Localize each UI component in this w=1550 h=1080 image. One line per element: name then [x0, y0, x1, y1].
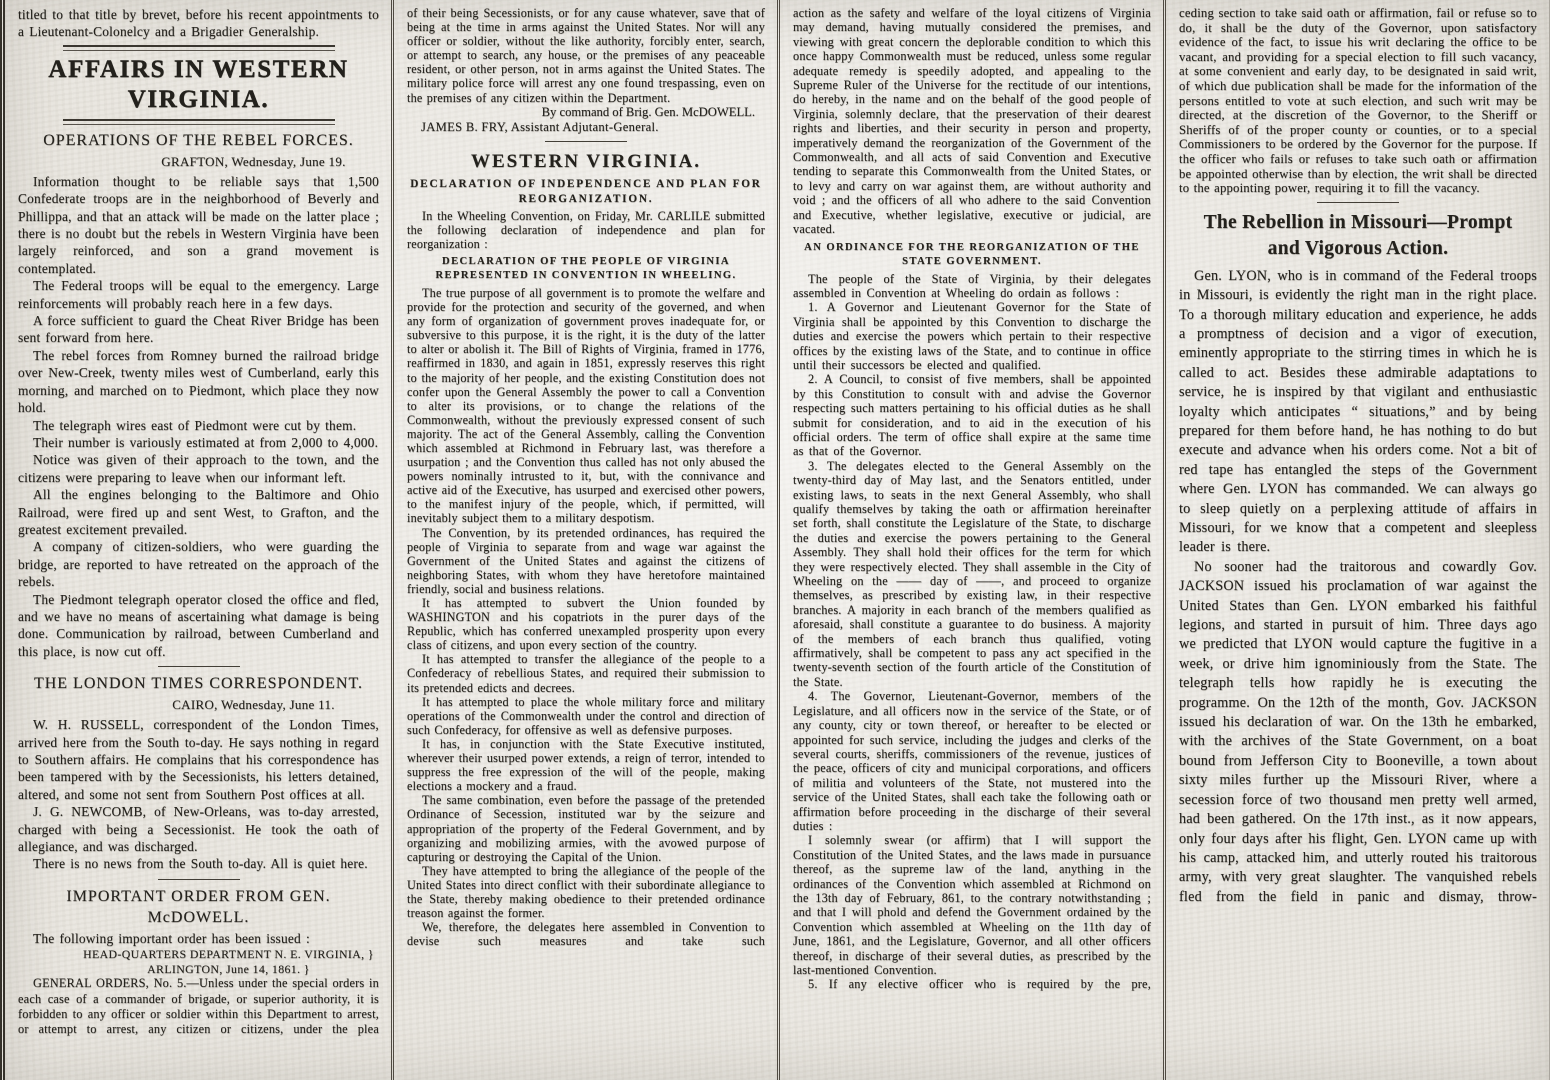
body-paragraph: It has attempted to transfer the allegiance of the people to a Confederacy of rebellious States, and required their submission to its pretended edicts and decrees.	[407, 652, 765, 695]
body-paragraph: 3. The delegates elected to the General Assembly on the twenty-third day of May last, and the Senators entitled, under existing laws, to seats in the next General Assembly, who shall qualify themselves by taking the oath or affirmation hereinafter set forth, shall constitute the Legislature of the State, to discharge the duties and exercise the powers pertaining to the General Assembly. They shall hold their offices for the term for which they were respectively elected. They shall assemble in the City of Wheeling on the —— day of ——, and proceed to organize themselves, as prescribed by existing law, in their respective branches. A majority in each branch of the members qualified as aforesaid, shall constitute a guarantee to do business. A majority of the members of each branch thus qualified, voting affirmatively, shall be competent to pass any act specified in the twenty-seventh section of the fourth article of the Constitution of the State.	[793, 458, 1151, 689]
body-paragraph: In the Wheeling Convention, on Friday, Mr. CARLILE submitted the following declaration of independence and plan for reorganization :	[407, 208, 765, 251]
body-paragraph: It has, in conjunction with the State Executive instituted, wherever their usurped power extends, a reign of terror, intended to suppress the free expression of the will of the people, making elections a mockery and a fraud.	[407, 736, 765, 794]
article-subhead: OPERATIONS OF THE REBEL FORCES.	[43, 131, 354, 149]
divider-rule	[158, 879, 240, 880]
adjutant-signature: JAMES B. FRY, Assistant Adjutant-General.	[421, 119, 659, 134]
body-paragraph: The people of the State of Virginia, by their delegates assembled in Convention at Wheeling do ordain as follows :	[793, 271, 1151, 300]
article-subhead: THE LONDON TIMES CORRESPONDENT.	[33, 675, 364, 693]
body-paragraph: 1. A Governor and Lieutenant Governor for the State of Virginia shall be appointed by this Convention to discharge the duties and exercise the powers which pertain to their respective offices by the existing laws of the State, and to continue in office until their successors be elected and qualified.	[793, 300, 1151, 372]
divider-rule	[545, 141, 627, 142]
main-headline: AFFAIRS IN WESTERN VIRGINIA.	[48, 55, 349, 113]
body-paragraph: It has attempted to subvert the Union founded by WASHINGTON and his copatriots in the purer days of the Republic, which has conferred unexampled prosperity upon every class of citizens, and upon every section of the country.	[407, 596, 765, 653]
divider-rule	[158, 666, 240, 667]
body-paragraph: Information thought to be reliable says that 1,500 Confederate troops are in the neighborhood of Beverly and Phillippa, and that an attack will be made on the latter place ; there is no doubt but the rebels in Western Virginia have been largely reinforced, and son a grand movement is contemplated.	[18, 173, 379, 276]
body-paragraph: The Federal troops will be equal to the emergency. Large reinforcements will probably reach here in a few days.	[18, 278, 379, 311]
continuation-paragraph: ceding section to take said oath or affirmation, fail or refuse so to do, it shall be the duty of the Governor, upon satisfactory evidence of the fact, to issue his writ declaring the office to be vacant, and providing for a special election to fill such vacancy, at some convenient and early day, to be designated in said writ, of which due publication shall be made for the information of the persons entitled to vote at such election, and such writ may be directed, at the discretion of the Governor, to the Sheriff or Sheriffs of of the proper county or counties, or to a special Commissioners to be ordered by the Governor for the purpose. If the officer who fails or refuses to take such oath or affirmation be appointed otherwise than by election, the writ shall be directed to the appointing power, requiring it to fill the vacancy.	[1179, 6, 1537, 196]
body-paragraph: No sooner had the traitorous and cowardly Gov. JACKSON issued his proclamation of war against the United States than Gen. LYON embarked his faithful legions, and started in pursuit of him. Three days ago we predicted that LYON would capture the fugitive in a week, or drive him ignominiously from the State. The telegraph tells how rapidly he is executing the programme. On the 12th of the month, Gov. JACKSON issued his declaration of war. On the 13th he embarked, with the archives of the State Government, on a boat bound from Jefferson City to Booneville, a town about sixty miles further up the Missouri River, where a secession force of two thousand men pretty well armed, had been gathered. On the 17th inst., as it now appears, only four days after his flight, Gen. LYON came up with his camp, attacked him, and utterly routed his traitorous army, with very great slaughter. The vanquished rebels fled from the field in panic and dismay, throw-	[1179, 558, 1537, 905]
headquarters-address-line: HEAD-QUARTERS DEPARTMENT N. E. VIRGINIA, }	[83, 947, 374, 962]
body-paragraph: A force sufficient to guard the Cheat River Bridge has been sent forward from here.	[18, 313, 379, 346]
body-paragraph: 2. A Council, to consist of five members, shall be appointed by this Constitution to consult with and advise the Governor respecting such matters pertaining to his official duties as he shall submit for consideration, and to aid in the execution of his official orders. The term of office shall expire at the same time as that of the Governor.	[793, 372, 1151, 459]
divider-rule	[1317, 202, 1399, 203]
continuation-paragraph: titled to that title by brevet, before his recent appointments to a Lieutenant-Colonelcy and a Brigadier Generalship.	[18, 7, 379, 40]
body-paragraph: They have attempted to bring the allegiance of the people of the United States into direct conflict with their subordinate allegiance to the State, thereby making obedience to their pretended ordinance treason against the former.	[407, 863, 765, 921]
body-paragraph: Notice was given of their approach to the town, and the citizens were preparing to leave when our informant left.	[18, 452, 379, 485]
body-paragraph: 4. The Governor, Lieutenant-Governor, members of the Legislature, and all officers now in the service of the State, or of any county, city or town thereof, or hereafter to be elected or appointed for such service, including the judges and clerks of the several courts, sheriffs, commissioners of the revenue, justices of the peace, officers of city and municipal corporations, and officers of militia and volunteers of the State, not mustered into the service of the United States, shall each take the following oath or affirmation before proceeding in the discharge of their several duties :	[793, 689, 1151, 833]
column-2	[391, 0, 777, 1080]
dateline: GRAFTON, Wednesday, June 19.	[161, 153, 346, 169]
body-paragraph: Gen. LYON, who is in command of the Federal troops in Missouri, is evidently the right man in the right place. To a thorough military education and experience, he adds a promptness of decision and a vigor of execution, eminently appropriate to the stirring times in which he is called to act. Besides these admirable adaptations to service, he is inspired by that vigilant and enthusiastic loyalty which anticipates “ situations,” and by being prepared for them before hand, he has nothing to do but execute and advance when his orders come. Not a bit of red tape has entangled the steps of the Government where Gen. LYON has commanded. We can always go to sleep quietly on a perplexing attitude of affairs in Missouri, for we know that a competent and sleepless leader is there.	[1179, 267, 1537, 556]
body-paragraph: I solemnly swear (or affirm) that I will support the Constitution of the United States, and the laws made in pursuance thereof, as the supreme law of the land, anything in the ordinances of the Convention which assembled at Richmond on the 13th day of February, 861, to the contrary notwithstanding ; and that I will phold and defend the Government ordained by the Convention which assembled at Wheeling on the 11th day of June, 1861, and the Legislature, Governor, and all other officers thereof, in discharge of their several duties, as prescribed by the last-mentioned Convention.	[793, 833, 1151, 977]
continuation-paragraph: of their being Secessionists, or for any cause whatever, save that of being at the time in arms against the United States. Nor will any officer or soldier, without the like authority, forcibly enter, search, or attempt to search, any house, or the premises of any peaceable resident, or other person, not in arms against the United States. The military police force will arrest any one found trespassing, even on the premises of any citizen within the Department.	[407, 6, 765, 105]
body-paragraph: The telegraph wires east of Piedmont were cut by them.	[33, 417, 357, 433]
body-paragraph: The same combination, even before the passage of the pretended Ordinance of Secession, instituted war by the seizure and appropriation of the property of the Federal Government, and by organizing and mobilizing armies, with the avowed purpose of capturing or destroying the Capital of the Union.	[407, 793, 765, 864]
body-paragraph: Their number is variously estimated at from 2,000 to 4,000.	[33, 434, 379, 450]
body-paragraph: 5. If any elective officer who is required by the pre,	[808, 977, 1151, 992]
article-subhead: IMPORTANT ORDER FROM GEN. McDOWELL.	[66, 887, 331, 926]
command-signature: By command of Brig. Gen. McDOWELL.	[541, 104, 755, 119]
body-paragraph: We, therefore, the delegates here assembled in Convention to devise such measures and take such	[407, 920, 765, 949]
body-paragraph: J. G. NEWCOMB, of New-Orleans, was to-day arrested, charged with being a Secessionist. He took the oath of allegiance, and was discharged.	[18, 804, 379, 855]
dateline: CAIRO, Wednesday, June 11.	[172, 697, 335, 713]
body-paragraph: The true purpose of all government is to promote the welfare and provide for the protection and security of the governed, and when any form of organization of government proves inadequate for, or subversive to this purpose, it is the right, it is the duty of the latter to alter or abolish it. The Bill of Rights of Virginia, framed in 1776, reaffirmed in 1830, and again in 1851, expressly reserves this right to the majority of her people, and the existing Constitution does not confer upon the General Assembly the power to call a Convention to alter its provisions, or to change the relations of the Commonwealth, without the previously expressed consent of such majority. The act of the General Assembly, calling the Convention which assembled at Richmond in February last, was therefore a usurpation ; and the Convention thus called has not only abused the powers nominally intrusted to it, but, with the connivance and active aid of the Executive, has usurped and exercised other powers, to the manifest injury of the people, which, if permitted, will inevitably subject them to a military despotism.	[407, 285, 765, 526]
body-paragraph: GENERAL ORDERS, No. 5.—Unless under the special orders in each case of a commander of brigade, or superior authority, it is forbidden to any officer or soldier within this Department to arrest, or attempt to arrest, any citizen or citizens, under the plea	[18, 976, 379, 1037]
editorial-headline: The Rebellion in Missouri—Prompt and Vigorous Action.	[1203, 211, 1513, 259]
body-paragraph: It has attempted to place the whole military force and military operations of the Commonwealth under the control and direction of such Confederacy, for offensive as well as defensive purposes.	[407, 694, 765, 737]
body-paragraph: A company of citizen-soldiers, who were guarding the bridge, are reported to have retreated on the approach of the rebels.	[18, 539, 379, 590]
continuation-paragraph: action as the safety and welfare of the loyal citizens of Virginia may demand, having mutually considered the premises, and viewing with great concern the deplorable condition to which this once happy Commonwealth must be reduced, unless some regular adequate remedy is speedily adopted, and appealing to the Supreme Ruler of the Universe for the rectitude of our intentions, do hereby, in the name and on the behalf of the good people of Virginia, solemnly declare, that the preservation of their dearest rights and liberties, and their security in person and property, imperatively demand the reorganization of the Government of the Commonwealth, and all acts of said Convention and Executive tending to separate this Commonwealth from the United States, or to levy and carry on war against them, are without authority and void ; and the officers of all who adhere to the said Convention and Executive, whether legislative, executive or judicial, are vacated.	[793, 6, 1151, 237]
divider-rule	[63, 119, 335, 125]
column-3	[777, 0, 1163, 1080]
headquarters-address-line: ARLINGTON, June 14, 1861. }	[147, 961, 310, 976]
body-paragraph: The following important order has been issued :	[33, 930, 310, 946]
body-paragraph: The Piedmont telegraph operator closed the office and fled, and we have no means of ascertaining what damage is being done. Communication by railroad, between Cumberland and this place, is now cut off.	[18, 591, 379, 659]
body-paragraph: All the engines belonging to the Baltimore and Ohio Railroad, were fired up and sent West, to Grafton, and the greatest excitement prevailed.	[18, 487, 379, 537]
smallcaps-subhead: DECLARATION OF INDEPENDENCE AND PLAN FOR REORGANIZATION.	[410, 177, 762, 205]
body-paragraph: The rebel forces from Romney burned the railroad bridge over New-Creek, twenty miles west of Cumberland, early this morning, and marched on to Piedmont, which place they now hold.	[18, 347, 379, 416]
section-headline: WESTERN VIRGINIA.	[470, 150, 702, 172]
body-paragraph: There is no news from the South to-day. All is quiet here.	[33, 856, 368, 872]
smallcaps-subhead: DECLARATION OF THE PEOPLE OF VIRGINIA REPRESENTED IN CONVENTION IN WHEELING.	[435, 255, 737, 281]
divider-rule	[63, 45, 335, 51]
column-4	[1163, 0, 1549, 1080]
body-paragraph: W. H. RUSSELL, correspondent of the London Times, arrived here from the South to-day. He says nothing in regard to Southern affairs. He complains that his correspondence has been tampered with by the Secessionists, his letters detained, altered, and some not sent from Southern Post offices at all.	[18, 717, 379, 802]
column-1	[5, 0, 391, 1080]
body-paragraph: The Convention, by its pretended ordinances, has required the people of Virginia to separate from and wage war against the Government of the United States and against the citizens of neighboring States, with whom they have heretofore maintained friendly, social and business relations.	[407, 525, 765, 596]
smallcaps-subhead: AN ORDINANCE FOR THE REORGANIZATION OF THE STATE GOVERNMENT.	[804, 241, 1140, 267]
